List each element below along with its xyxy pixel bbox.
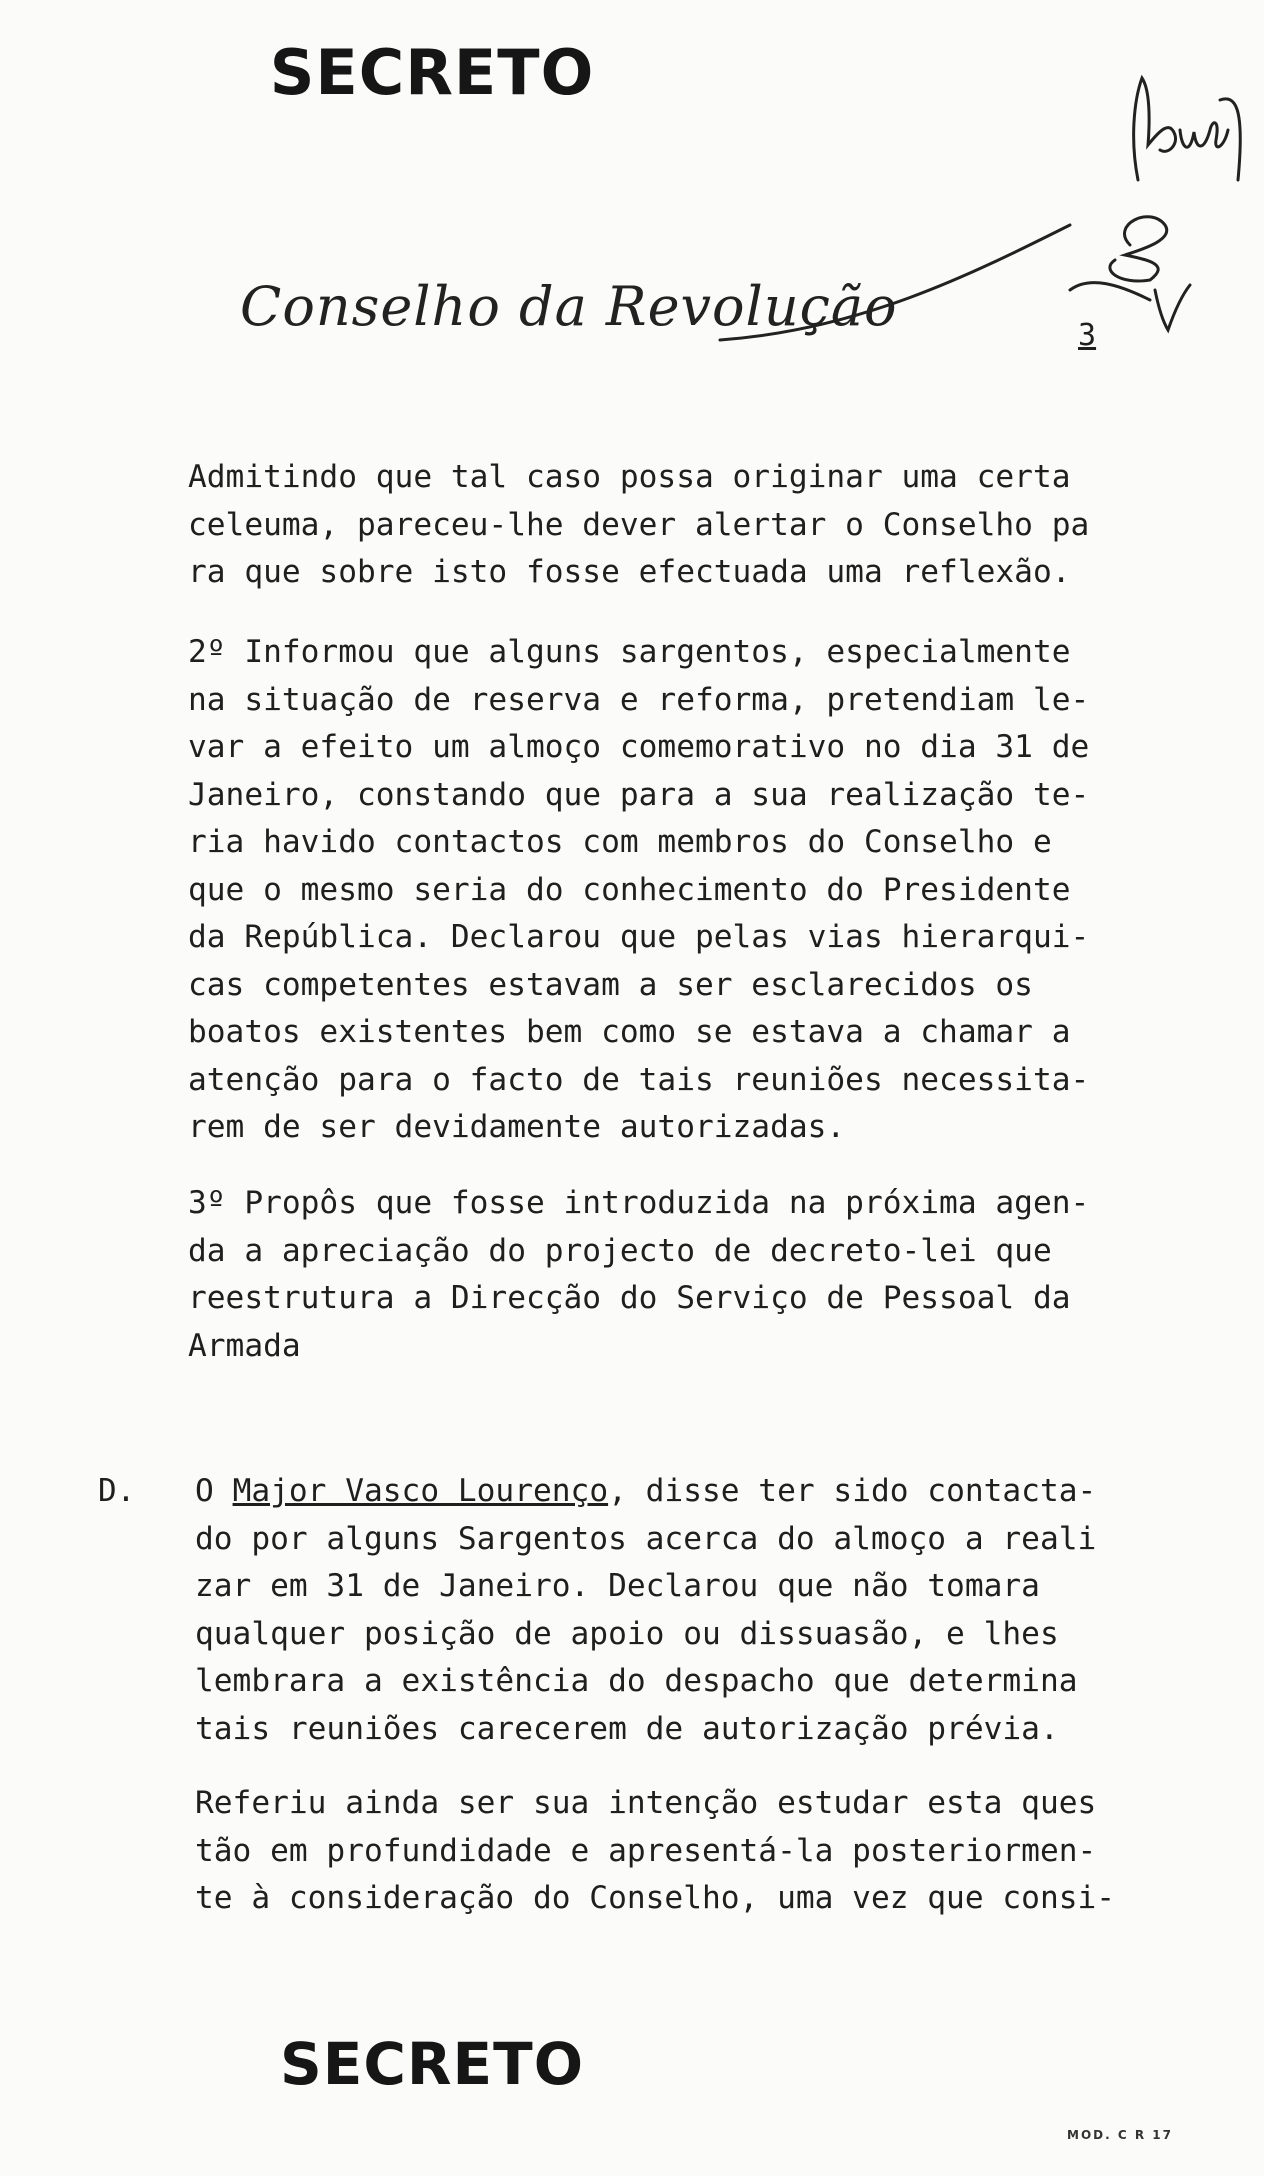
line-prefix: O: [195, 1473, 233, 1509]
text-line: zar em 31 de Janeiro. Declarou que não tomara: [195, 1568, 1040, 1604]
text-line: var a efeito um almoço comemorativo no dia 31 de: [188, 729, 1090, 765]
text-line: da a apreciação do projecto de decreto-lei que: [188, 1232, 1052, 1269]
text-line: Armada: [188, 1327, 301, 1364]
line-rest: , disse ter sido contacta-: [608, 1473, 1097, 1509]
text-line: atenção para o facto de tais reuniões necessita-: [188, 1061, 1090, 1098]
text-line: tais reuniões carecerem de autorização prévia.: [195, 1710, 1059, 1747]
text-line: [195, 1468, 1096, 1516]
text-line: te à consideração do Conselho, uma vez que consi-: [195, 1880, 1116, 1916]
text-line: reestrutura a Direcção do Serviço de Pessoal da: [188, 1280, 1071, 1316]
intro-paragraph: [188, 454, 1089, 597]
text-line: rem de ser devidamente autorizadas.: [188, 1109, 846, 1145]
text-line: que o mesmo seria do conhecimento do Presidente: [188, 871, 1071, 908]
text-line: boatos existentes bem como se estava a chamar a: [188, 1014, 1071, 1050]
text-line: 3º Propôs que fosse introduzida na próxima agen-: [188, 1185, 1090, 1221]
item-2-paragraph: [188, 629, 1089, 1152]
text-line: cas competentes estavam a ser esclarecidos os: [188, 966, 1033, 1003]
final-paragraph: [195, 1780, 1115, 1923]
text-line: do por alguns Sargentos acerca do almoço a reali: [195, 1520, 1097, 1557]
letterhead-title: Conselho da Revolução: [240, 275, 898, 338]
text-line: da República. Declarou que pelas vias hierarqui-: [188, 919, 1090, 955]
page-number: 3: [1078, 318, 1097, 353]
text-line: qualquer posição de apoio ou dissuasão, e lhes: [195, 1615, 1059, 1652]
item-3-paragraph: [188, 1180, 1089, 1370]
text-line: na situação de reserva e reforma, pretendiam le-: [188, 681, 1090, 718]
text-line: celeuma, pareceu-lhe dever alertar o Conselho pa: [188, 506, 1090, 543]
secret-stamp-bottom: SECRETO: [279, 2030, 585, 2098]
handwritten-signature: [710, 205, 1210, 375]
secret-stamp-top: SECRETO: [269, 36, 595, 109]
text-line: Referiu ainda ser sua intenção estudar esta ques: [195, 1785, 1097, 1821]
text-line: lembrara a existência do despacho que determina: [195, 1663, 1078, 1699]
text-line: 2º Informou que alguns sargentos, especialmente: [188, 634, 1071, 670]
text-line: Admitindo que tal caso possa originar uma certa: [188, 459, 1071, 495]
form-code: MOD. C R 17: [1067, 2128, 1173, 2142]
text-line: Janeiro, constando que para a sua realização te-: [188, 776, 1090, 813]
text-line: ra que sobre isto fosse efectuada uma reflexão.: [188, 554, 1071, 590]
section-letter: D.: [98, 1473, 136, 1509]
section-d-paragraph: [195, 1468, 1096, 1753]
letterhead: [240, 205, 1190, 380]
person-name: Major Vasco Lourenço: [232, 1473, 609, 1509]
text-line: ria havido contactos com membros do Conselho e: [188, 824, 1052, 860]
text-line: tão em profundidade e apresentá-la posteriormen-: [195, 1832, 1097, 1869]
handwritten-initials: [1120, 60, 1250, 200]
